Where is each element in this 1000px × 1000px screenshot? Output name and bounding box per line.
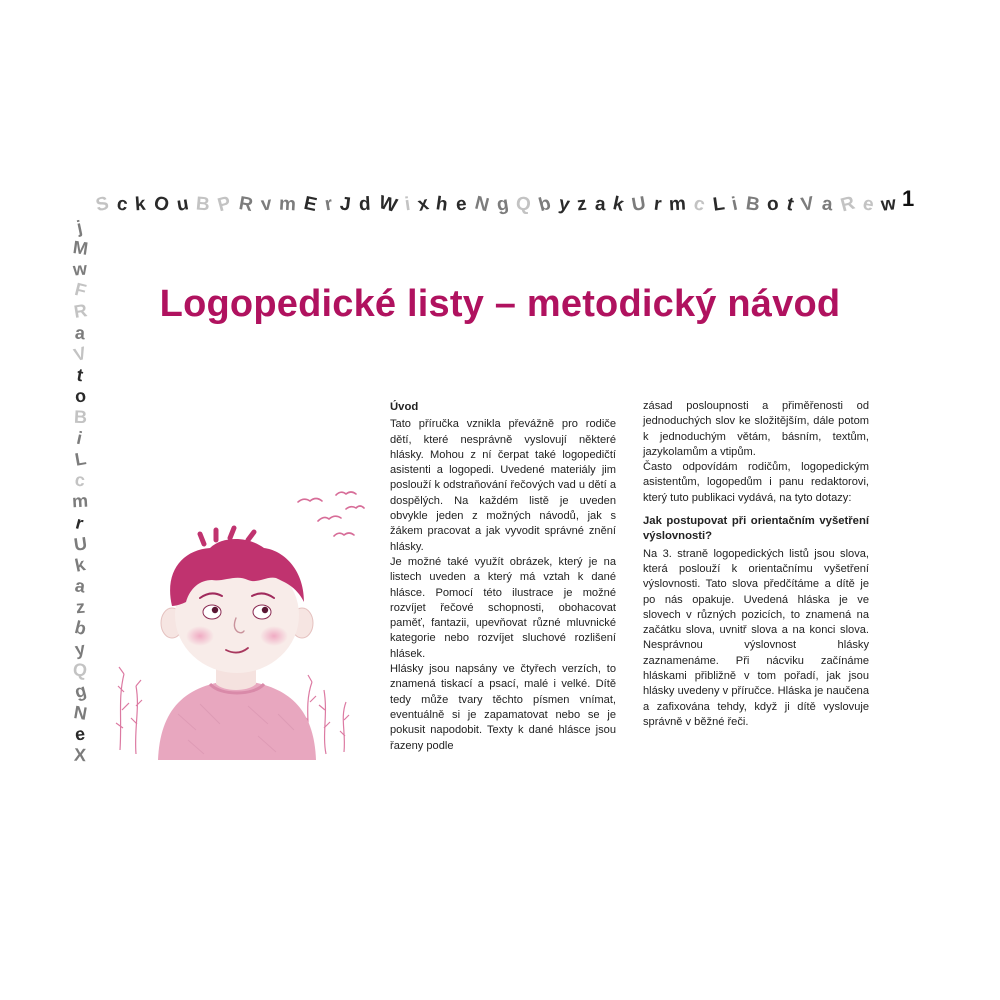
- decorative-letter: L: [711, 192, 726, 216]
- decorative-letter: e: [455, 193, 468, 215]
- page-number: 1: [902, 186, 915, 211]
- decorative-letter: r: [74, 511, 86, 534]
- decorative-letter: V: [799, 192, 816, 216]
- decorative-letter: w: [72, 258, 88, 280]
- decorative-letter: o: [73, 385, 87, 407]
- birds: [298, 492, 364, 536]
- decorative-letter: y: [556, 192, 571, 216]
- paragraph: Je možné také využít obrázek, který je na listech uveden a který má vztah k dané hlásce. Pomocí této ilustrace je možné rozvíjet řečové schopnosti, obohacovat paměť, fantazii, upevňovat různé mluvnické kategorie nebo rozvíjet sluchové rozlišení hlásek.: [390, 555, 616, 660]
- paragraph: Hlásky jsou napsány ve čtyřech verzích, to znamená tiskací a psací, malé i velké. Dítě tedy může tvary těchto písmen vnímat, eventuálně si je zapamatovat nebo se je pokusit napodobit. Texty k dané hlásce jsou řazeny podle: [390, 663, 616, 752]
- decorative-letter: L: [72, 448, 88, 471]
- paragraph: Na 3. straně logopedických listů jsou slova, která poslouží k orientačnímu vyšetření výslovnosti. Tato slova předčítáme a dítě je po nás opakuje. Uvedená hláska je ve slovech v různých pozicích, to znamená na začátku slova, uvnitř slova a na konci slova. Nesprávnou výslovnost hlásky zaznamenáme. Při nácviku začínáme hláskami přibližně v tom pořadí, jak jsou hlásky uvedeny v příručce. Hláska je naučena a zafixována tehdy, když ji dítě vyslovuje správně v běžné řeči.: [643, 547, 869, 728]
- text-column-right: [643, 399, 869, 730]
- boy-illustration: [108, 478, 370, 760]
- paragraph: Často odpovídám rodičům, logopedickým asistentům, logopedům i panu redaktorovi, který tuto publikaci vydává, na tyto dotazy:: [643, 461, 869, 504]
- decorative-letter: c: [73, 469, 87, 491]
- decorative-letter: B: [744, 192, 761, 216]
- decorative-letter: c: [115, 192, 129, 216]
- decorative-letter: x: [415, 192, 431, 216]
- decorative-letter: v: [259, 193, 273, 215]
- bird-4: [346, 506, 364, 509]
- section-subheading: Jak postupovat při orientačním vyšetření výslovnosti?: [643, 515, 869, 543]
- decorative-letter: X: [73, 744, 87, 766]
- decorative-letter: k: [73, 553, 87, 576]
- bird-2: [336, 492, 356, 495]
- decorative-letter: R: [838, 192, 857, 216]
- decorative-letter: z: [74, 596, 86, 618]
- decorative-letter: U: [630, 192, 648, 216]
- decorative-letter: m: [71, 491, 89, 512]
- decorative-letter: c: [691, 192, 708, 216]
- decorative-letter: b: [536, 192, 554, 216]
- decorative-letter-strip-top: [93, 188, 897, 220]
- decorative-letter: z: [576, 193, 588, 215]
- decorative-letter: i: [75, 427, 85, 449]
- decorative-letter: d: [358, 193, 372, 215]
- cheek-left: [186, 626, 214, 646]
- paragraph: zásad posloupnosti a přiměřenosti od jednoduchých slov ke složitějším, dále potom k jednoduchým větám, básním, textům, jazykolamům a vtipům.: [643, 400, 869, 458]
- decorative-letter: g: [494, 192, 510, 216]
- bird-1: [298, 499, 322, 503]
- decorative-letter: N: [71, 701, 89, 724]
- decorative-letter: V: [71, 342, 89, 365]
- decorative-letter: y: [73, 638, 87, 660]
- decorative-letter: h: [435, 192, 450, 216]
- decorative-letter: B: [195, 192, 212, 216]
- decorative-letter: P: [215, 192, 234, 216]
- eye-right: [253, 605, 271, 619]
- eye-left: [203, 605, 221, 619]
- decorative-letter: a: [74, 322, 86, 343]
- decorative-letter: t: [784, 193, 796, 215]
- decorative-letter: o: [766, 193, 780, 215]
- decorative-letter: Q: [72, 659, 88, 681]
- decorative-letter: k: [611, 192, 626, 216]
- decorative-letter: w: [880, 192, 897, 216]
- decorative-letter: F: [72, 279, 88, 302]
- decorative-letter: i: [403, 193, 412, 215]
- decorative-letter: i: [730, 193, 740, 215]
- decorative-letter: m: [668, 193, 687, 215]
- decorative-letter: W: [376, 191, 399, 217]
- decorative-letter: U: [72, 532, 88, 555]
- decorative-letter: S: [93, 192, 111, 216]
- decorative-letter: R: [72, 300, 88, 323]
- decorative-letter: e: [73, 723, 87, 745]
- decorative-letter: g: [72, 680, 88, 703]
- bird-3: [318, 516, 341, 521]
- text-column-left: [390, 400, 616, 754]
- decorative-letter: m: [278, 193, 297, 215]
- decorative-letter: e: [860, 192, 875, 216]
- decorative-letter: t: [75, 364, 85, 386]
- bird-5: [334, 533, 354, 536]
- decorative-letter: M: [71, 237, 89, 260]
- paragraph: Tato příručka vznikla převážně pro rodiče dětí, které nesprávně vyslovují některé hlásky. Mohou z ní čerpat také logopedičtí asistenti a logopedi. Uvedené materiály jim poslouží k odstraňování řečových vad u dětí a dospělých. Na každém listě je uveden obvykle jeden z možných návodů, jak s žákem pracovat a jak vyvodit správné znění hlásky.: [390, 418, 616, 553]
- decorative-letter: a: [594, 193, 606, 215]
- decorative-letter: j: [75, 216, 85, 238]
- decorative-letter: a: [73, 575, 87, 597]
- decorative-letter: k: [134, 193, 147, 215]
- cheek-right: [260, 626, 288, 646]
- decorative-letter: Q: [515, 192, 532, 216]
- decorative-letter: r: [323, 193, 335, 215]
- decorative-letter: B: [72, 406, 88, 428]
- decorative-letter: O: [151, 192, 172, 216]
- decorative-letter: b: [72, 617, 88, 640]
- decorative-letter: R: [237, 192, 255, 216]
- page-title: Logopedické listy – metodický návod: [159, 283, 841, 325]
- decorative-letter: a: [821, 193, 834, 215]
- decorative-letter: J: [339, 192, 353, 216]
- section-heading-uvod: Úvod: [390, 401, 419, 413]
- decorative-letter: r: [652, 193, 663, 215]
- decorative-letter: N: [472, 192, 491, 216]
- decorative-letter: u: [175, 192, 190, 216]
- decorative-letter: E: [302, 192, 319, 216]
